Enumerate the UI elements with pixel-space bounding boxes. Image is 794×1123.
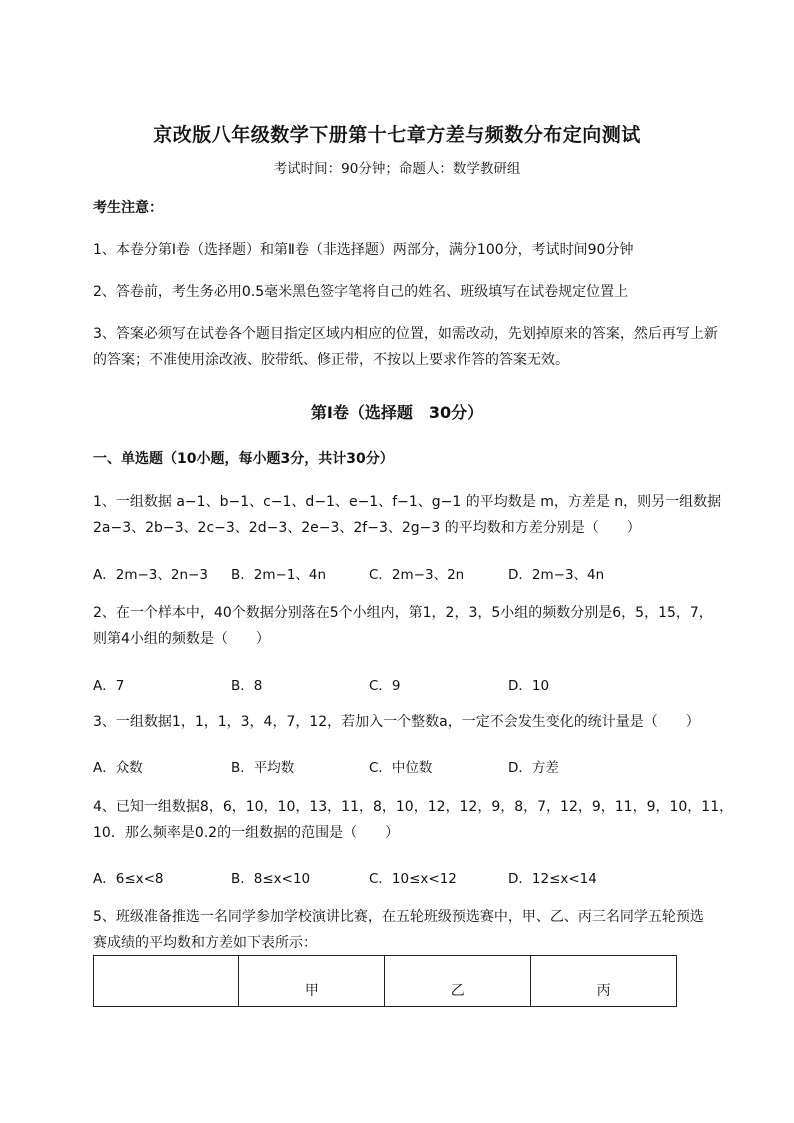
question-1-option-c[interactable]: C．2m−3、2n [369, 567, 465, 583]
question-2-option-a[interactable]: A．7 [93, 678, 125, 694]
notice-item: 2、答卷前，考生务必用0.5毫米黑色签字笔将自己的姓名、班级填写在试卷规定位置上 [93, 284, 629, 300]
question-1-option-a[interactable]: A．2m−3、2n−3 [93, 567, 208, 583]
question-1-option-b[interactable]: B．2m−1、4n [231, 567, 327, 583]
table-header-cell: 丙 [531, 956, 677, 1007]
question-4-option-d[interactable]: D．12≤x<14 [508, 871, 597, 887]
question-4-option-a[interactable]: A．6≤x<8 [93, 871, 164, 887]
question-4-line-1: 4、已知一组数据8，6，10，10，13，11，8，10，12，12，9，8，7，12，9，11，9，10，11， [93, 799, 734, 815]
question-4-line-2: 10．那么频率是0.2的一组数据的范围是（ ） [93, 825, 400, 841]
notice-item: 的答案；不准使用涂改液、胶带纸、修正带，不按以上要求作答的答案无效。 [93, 352, 569, 368]
question-4-option-b[interactable]: B．8≤x<10 [231, 871, 311, 887]
question-3-line-1: 3、一组数据1，1，1，3，4，7，12，若加入一个整数a，一定不会发生变化的统计量是（ ） [93, 714, 700, 730]
table-row [94, 956, 677, 1007]
exam-info: 考试时间：90分钟；命题人：数学教研组 [273, 161, 521, 177]
question-1-line-1: 1、一组数据 a−1、b−1、c−1、d−1、e−1、f−1、g−1 的平均数是 m，方差是 n，则另一组数据 [93, 494, 722, 510]
question-5-line-2: 赛成绩的平均数和方差如下表所示： [93, 935, 317, 951]
question-1-line-2: 2a−3、2b−3、2c−3、2d−3、2e−3、2f−3、2g−3 的平均数和方差分别是（ ） [93, 520, 641, 536]
question-2-line-2: 则第4小组的频数是（ ） [93, 631, 270, 647]
question-2-line-1: 2、在一个样本中，40个数据分别落在5个小组内，第1，2，3，5小组的频数分别是6，5，15，7， [93, 605, 713, 621]
question-5-line-1: 5、班级准备推选一名同学参加学校演讲比赛，在五轮班级预选赛中，甲、乙、丙三名同学五轮预选 [93, 909, 704, 925]
question-2-option-c[interactable]: C．9 [369, 678, 401, 694]
table-header-cell: 甲 [239, 956, 385, 1007]
question-3-option-c[interactable]: C．中位数 [369, 760, 433, 776]
part-title: 第I卷（选择题 30分） [310, 403, 484, 422]
score-table [93, 955, 677, 1007]
question-1-option-d[interactable]: D．2m−3、4n [508, 567, 605, 583]
notice-item: 3、答案必须写在试卷各个题目指定区域内相应的位置，如需改动，先划掉原来的答案，然后再写上新 [93, 326, 718, 342]
table-header-cell: 乙 [385, 956, 531, 1007]
page-title: 京改版八年级数学下册第十七章方差与频数分布定向测试 [153, 124, 641, 146]
section-heading: 一、单选题（10小题，每小题3分，共计30分） [93, 451, 394, 467]
notice-heading: 考生注意： [93, 200, 163, 216]
question-2-option-b[interactable]: B．8 [231, 678, 263, 694]
question-2-option-d[interactable]: D．10 [508, 678, 550, 694]
question-3-option-b[interactable]: B．平均数 [231, 760, 295, 776]
question-3-option-d[interactable]: D．方差 [508, 760, 559, 776]
table-header-cell [94, 956, 239, 1007]
question-3-option-a[interactable]: A．众数 [93, 760, 143, 776]
notice-item: 1、本卷分第I卷（选择题）和第Ⅱ卷（非选择题）两部分，满分100分，考试时间90分钟 [93, 242, 634, 258]
question-4-option-c[interactable]: C．10≤x<12 [369, 871, 457, 887]
